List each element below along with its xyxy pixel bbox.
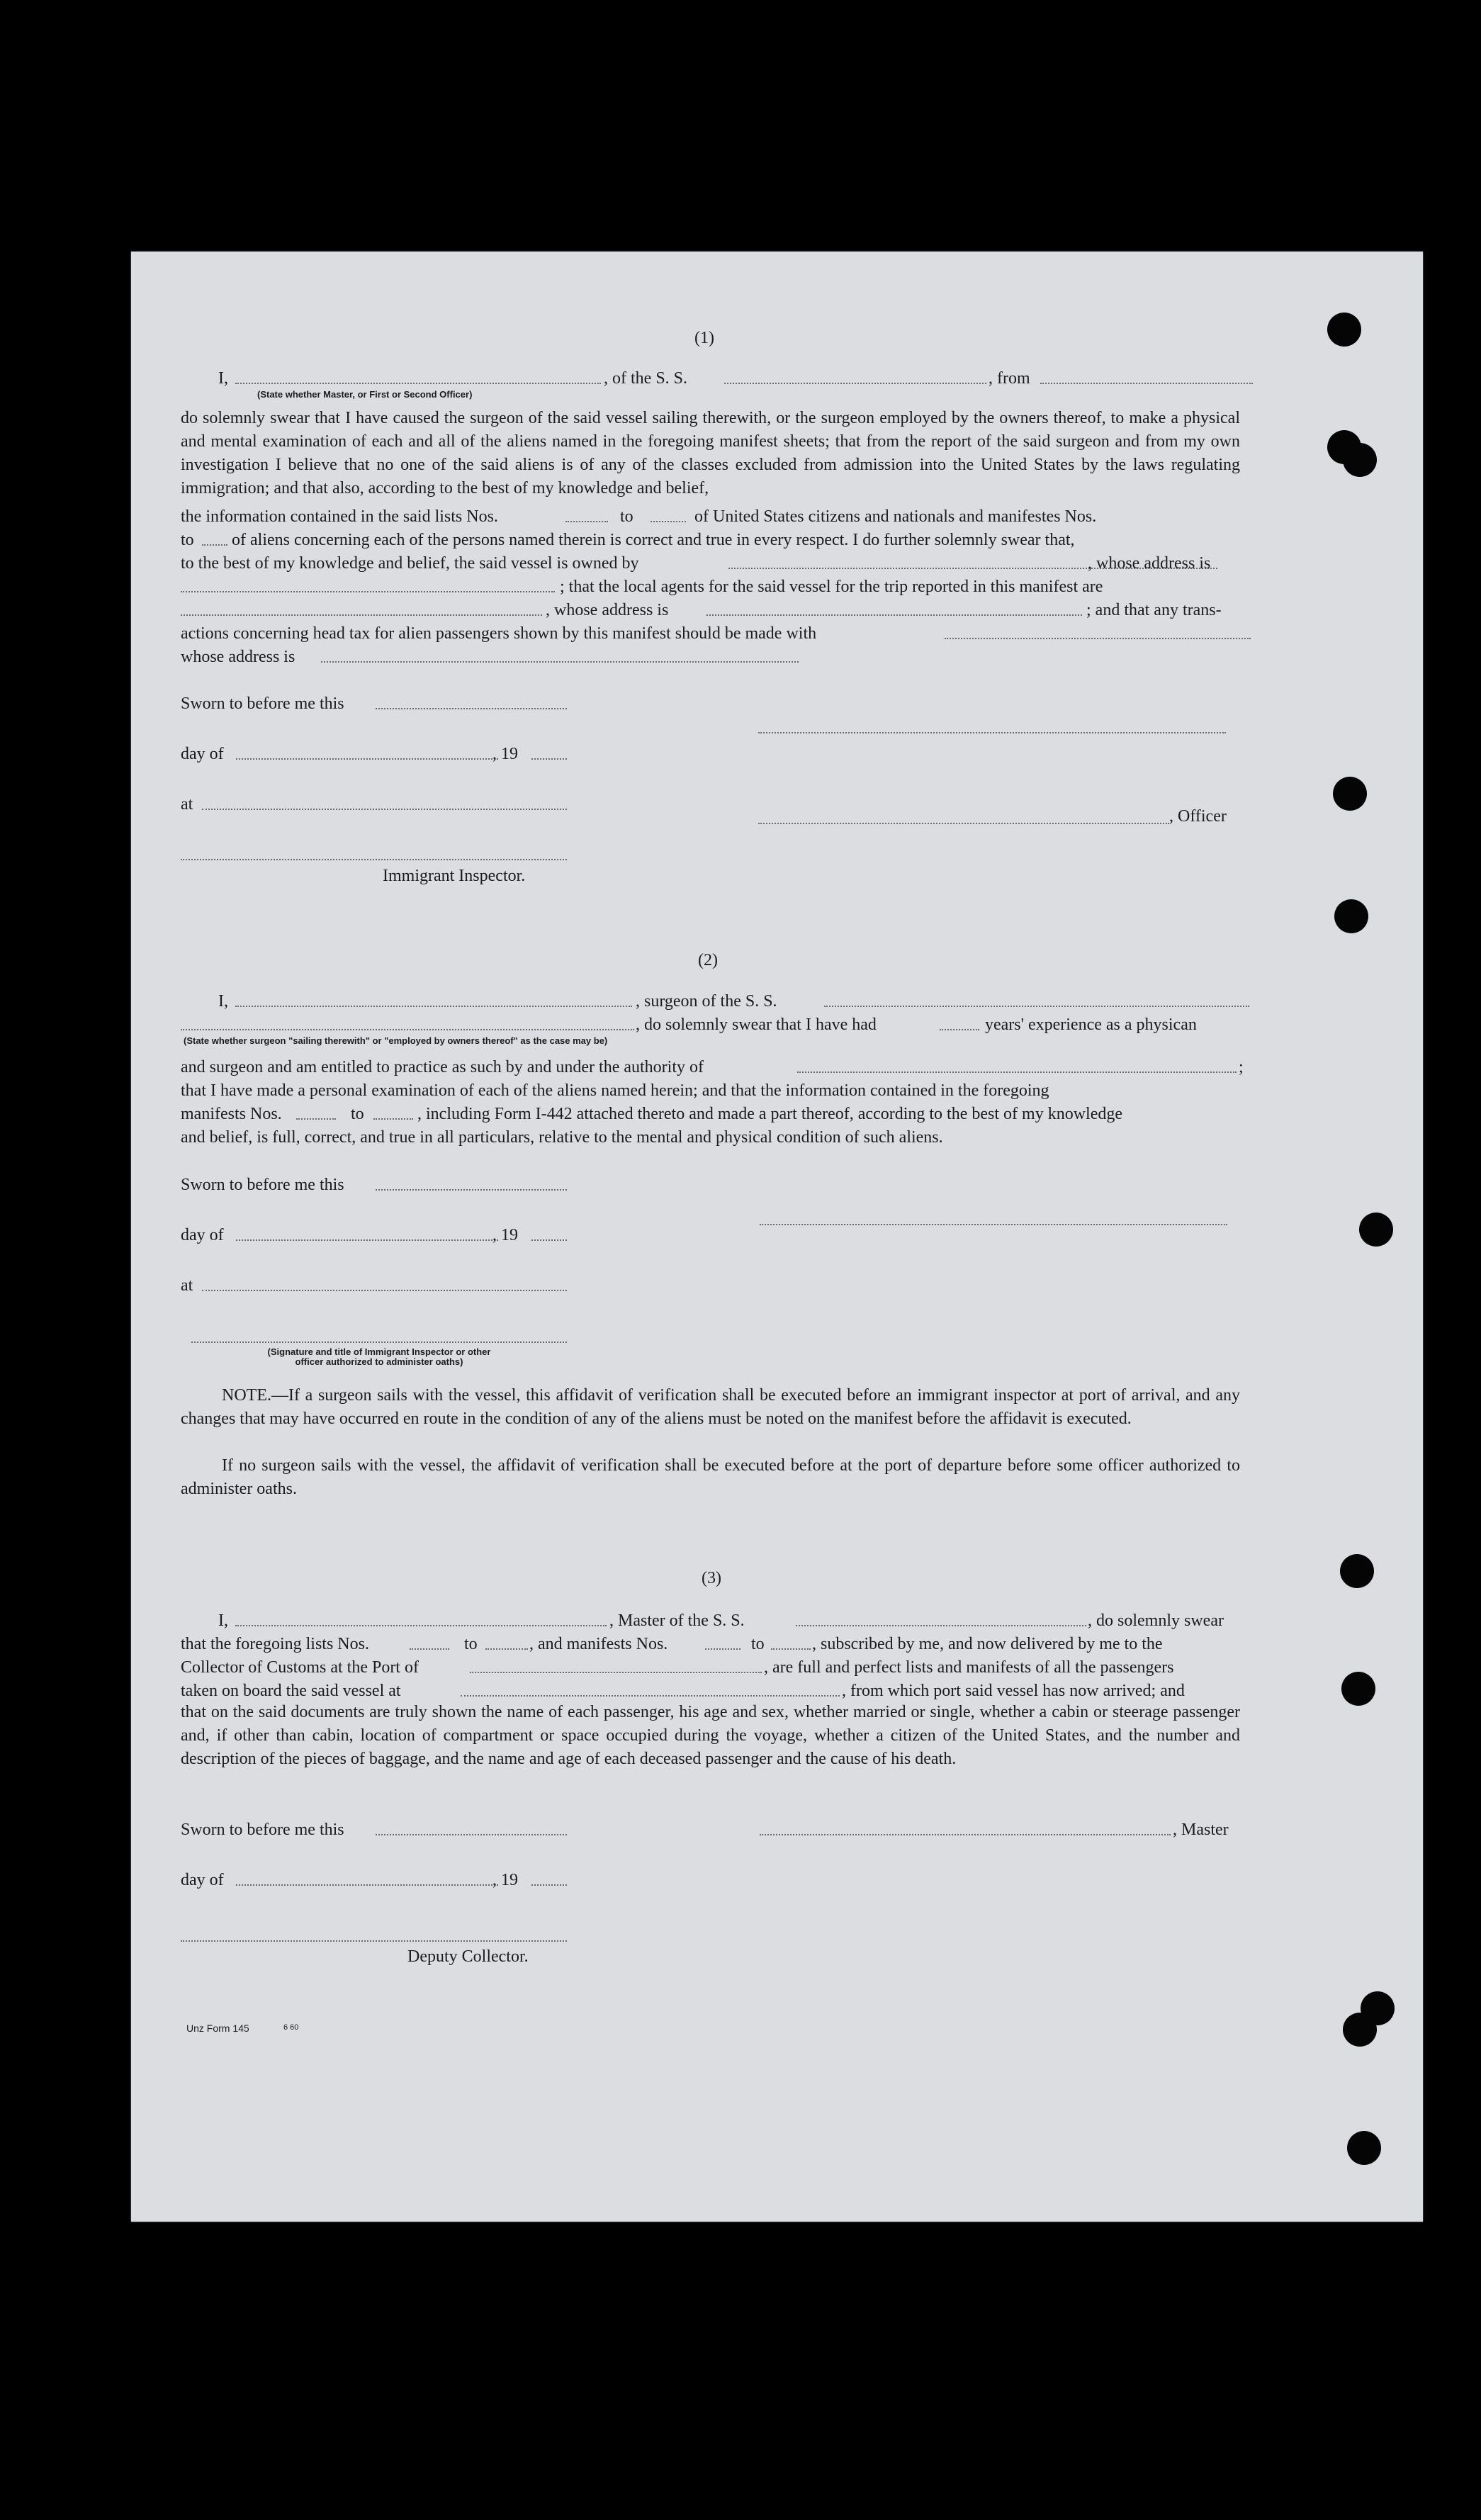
punch-hole: [1359, 1213, 1393, 1247]
s2-at-field[interactable]: [202, 1290, 567, 1291]
s1-day-field[interactable]: [236, 758, 498, 760]
section-3-number: (3): [702, 1569, 721, 1587]
form-number: Unz Form 145: [186, 2023, 249, 2034]
s3-sworn-label: Sworn to before me this: [181, 1821, 344, 1839]
s1-body-c1: to: [181, 531, 194, 549]
s1-head-tax-address-field[interactable]: [321, 661, 799, 663]
punch-hole: [1327, 313, 1361, 347]
s1-at-label: at: [181, 795, 193, 814]
s3-body-c1: taken on board the said vessel at: [181, 1682, 401, 1700]
s1-owner-address-field[interactable]: [181, 591, 555, 592]
s3-body-a1: that the foregoing lists Nos.: [181, 1635, 369, 1653]
s3-body-b2: , are full and perfect lists and manifests of all the passengers: [764, 1658, 1174, 1677]
s1-at-field[interactable]: [202, 809, 567, 810]
punch-hole: [1333, 777, 1367, 811]
section-1-number: (1): [694, 329, 714, 347]
s2-body-c2: to: [351, 1105, 364, 1123]
s2-day-field[interactable]: [236, 1239, 498, 1241]
s3-year-field[interactable]: [531, 1884, 567, 1886]
s1-signature-line[interactable]: [758, 732, 1226, 733]
form-code: 6 60: [283, 2023, 299, 2032]
s2-body-c3: , including Form I-442 attached thereto and made a part thereof, according to the best of my knowledge: [417, 1105, 1123, 1123]
s2-surgeon-name-field[interactable]: [235, 1006, 632, 1007]
s3-embark-port-field[interactable]: [461, 1695, 840, 1697]
s2-signature-line[interactable]: [760, 1224, 1227, 1225]
s2-body-a: and surgeon and am entitled to practice as such by and under the authority of: [181, 1058, 704, 1076]
s1-i-label: I,: [218, 369, 228, 388]
punch-hole: [1343, 443, 1377, 477]
s1-body-e: ; that the local agents for the said vessel for the trip reported in this manifest are: [560, 578, 1103, 596]
s1-body-c2: of aliens concerning each of the persons named therein is correct and true in every respect. I do further solemnly swear that,: [232, 531, 1075, 549]
s1-vessel-field[interactable]: [724, 383, 986, 384]
s3-body-a4: to: [751, 1635, 765, 1653]
s2-note-2: If no surgeon sails with the vessel, the affidavit of verification shall be executed before at the port of departure before some officer authorized to administer oaths.: [181, 1456, 1240, 1498]
s1-sworn-label: Sworn to before me this: [181, 694, 344, 713]
s1-body-b3: of United States citizens and nationals and manifestes Nos.: [694, 507, 1097, 526]
s3-body-a5: , subscribed by me, and now delivered by me to the: [812, 1635, 1163, 1653]
s3-body-c2: , from which port said vessel has now arrived; and: [842, 1682, 1185, 1700]
punch-hole: [1347, 2131, 1381, 2165]
s2-day-of-label: day of: [181, 1226, 224, 1244]
s3-port-field[interactable]: [470, 1672, 762, 1673]
s3-year-label: , 19: [492, 1871, 518, 1889]
s3-master-label: , Master: [1173, 1821, 1229, 1839]
s1-body-d2: , whose address is: [1088, 554, 1211, 573]
s3-deputy-sig-line[interactable]: [181, 1940, 567, 1942]
form-page: [131, 252, 1423, 2222]
s3-master-sig-line[interactable]: [760, 1834, 1171, 1835]
s2-inspector-sig-line[interactable]: [191, 1341, 567, 1343]
s1-head-tax-field[interactable]: [945, 638, 1251, 639]
s1-year-label: , 19: [492, 745, 518, 763]
s1-officer-label: , Officer: [1169, 807, 1227, 826]
s3-manifest-to-field[interactable]: [771, 1648, 811, 1650]
s1-day-of-label: day of: [181, 745, 224, 763]
s3-body-a2: to: [464, 1635, 478, 1653]
s2-authority-field[interactable]: [797, 1071, 1237, 1073]
s3-body-a3: , and manifests Nos.: [529, 1635, 668, 1653]
s2-note-1: NOTE.—If a surgeon sails with the vessel, this affidavit of verification shall be executed before an immigrant inspector at port of arrival, and any changes that may have occurred en route in the condition of any of the aliens must be noted on the manifest before the affidavit is executed.: [181, 1386, 1240, 1428]
s2-sworn-label: Sworn to before me this: [181, 1176, 344, 1194]
s1-manifest-to-field[interactable]: [202, 544, 227, 546]
punch-hole: [1341, 1672, 1375, 1706]
s1-officer-sig-line[interactable]: [758, 823, 1169, 824]
s3-body-b1: Collector of Customs at the Port of: [181, 1658, 419, 1677]
s1-from-field[interactable]: [1040, 383, 1253, 384]
s3-list-from-field[interactable]: [410, 1648, 449, 1650]
s1-of-ss-label: , of the S. S.: [604, 369, 688, 388]
s2-vessel-field[interactable]: [824, 1006, 1249, 1007]
s1-body-b2: to: [620, 507, 633, 526]
s2-body-c1: manifests Nos.: [181, 1105, 282, 1123]
s2-at-label: at: [181, 1276, 193, 1295]
punch-hole: [1343, 2013, 1377, 2047]
s2-sig-note-1: (Signature and title of Immigrant Inspector or other: [267, 1346, 491, 1357]
s1-body-f1: , whose address is: [546, 601, 669, 619]
s2-year-field[interactable]: [531, 1239, 567, 1241]
s3-vessel-field[interactable]: [796, 1625, 1086, 1626]
s2-sig-note-2: officer authorized to administer oaths): [295, 1356, 463, 1367]
s1-body-h: whose address is: [181, 648, 295, 666]
s1-agents-address-field[interactable]: [706, 614, 1082, 616]
s3-deputy-label: Deputy Collector.: [407, 1947, 529, 1966]
s2-status-field[interactable]: [181, 1029, 634, 1030]
s1-inspector-label: Immigrant Inspector.: [383, 867, 526, 885]
s3-list-to-field[interactable]: [485, 1648, 528, 1650]
s1-inspector-sig-line[interactable]: [181, 859, 567, 860]
s1-body-d1: to the best of my knowledge and belief, the said vessel is owned by: [181, 554, 639, 573]
s2-i-label: I,: [218, 992, 228, 1011]
s2-sworn-field[interactable]: [376, 1189, 567, 1191]
s1-body-f2: ; and that any trans-: [1086, 601, 1222, 619]
s2-years-label: years' experience as a physican: [985, 1016, 1197, 1034]
s2-manifest-to-field[interactable]: [373, 1118, 413, 1120]
punch-hole: [1340, 1554, 1374, 1588]
s1-officer-note: (State whether Master, or First or Second Officer): [257, 389, 473, 400]
s1-body-a: do solemnly swear that I have caused the surgeon of the said vessel sailing therewith, or the surgeon employed by the owners thereof, to make a physical and mental examination of each and all of the aliens named in the foregoing manifest sheets; that from the report of the said surgeon and from my own investigation I believe that no one of the said aliens is of any of the classes excluded from admission into the United States by the laws regulating immigration; and that also, according to the best of my knowledge and belief,: [181, 409, 1240, 497]
punch-hole: [1334, 899, 1368, 933]
s1-officer-name-field[interactable]: [235, 383, 601, 384]
s2-authority-semicolon: ;: [1239, 1058, 1244, 1076]
s3-swear-label: , do solemnly swear: [1088, 1611, 1224, 1630]
s1-year-field[interactable]: [531, 758, 567, 760]
s1-sworn-field[interactable]: [376, 708, 567, 709]
s3-master-name-field[interactable]: [235, 1625, 607, 1626]
s2-year-label: , 19: [492, 1226, 518, 1244]
s3-i-label: I,: [218, 1611, 228, 1630]
s1-body-b1: the information contained in the said lists Nos.: [181, 507, 498, 526]
s3-manifest-from-field[interactable]: [705, 1648, 740, 1650]
s2-swear-label: , do solemnly swear that I have had: [636, 1016, 877, 1034]
s2-body-d: and belief, is full, correct, and true in all particulars, relative to the mental and physical condition of such aliens.: [181, 1128, 943, 1147]
s1-list-to-field[interactable]: [651, 521, 686, 522]
s3-master-of-label: , Master of the S. S.: [609, 1611, 745, 1630]
s2-manifest-from-field[interactable]: [296, 1118, 336, 1120]
section-2-number: (2): [698, 951, 718, 969]
s1-body-g1: actions concerning head tax for alien passengers shown by this manifest should be made with: [181, 624, 817, 643]
s1-list-from-field[interactable]: [565, 521, 608, 522]
s1-from-label: , from: [989, 369, 1030, 388]
s1-agents-field[interactable]: [181, 614, 542, 616]
s3-day-field[interactable]: [236, 1884, 498, 1886]
s2-surgeon-of-label: , surgeon of the S. S.: [636, 992, 777, 1011]
s3-day-of-label: day of: [181, 1871, 224, 1889]
s3-body-d: that on the said documents are truly shown the name of each passenger, his age and sex, whether married or single, whether a cabin or steerage passenger and, if other than cabin, location of compartment or space occupied during the voyage, whether a citizen of the United States, and the number and description of the pieces of baggage, and the name and age of each deceased passenger and the cause of his death.: [181, 1703, 1240, 1768]
s2-state-note: (State whether surgeon "sailing therewith" or "employed by owners thereof" as the case may be): [184, 1035, 608, 1046]
s2-body-b: that I have made a personal examination of each of the aliens named herein; and that the information contained in the foregoing: [181, 1081, 1049, 1100]
s3-sworn-field[interactable]: [376, 1834, 567, 1835]
s2-years-field[interactable]: [940, 1029, 979, 1030]
